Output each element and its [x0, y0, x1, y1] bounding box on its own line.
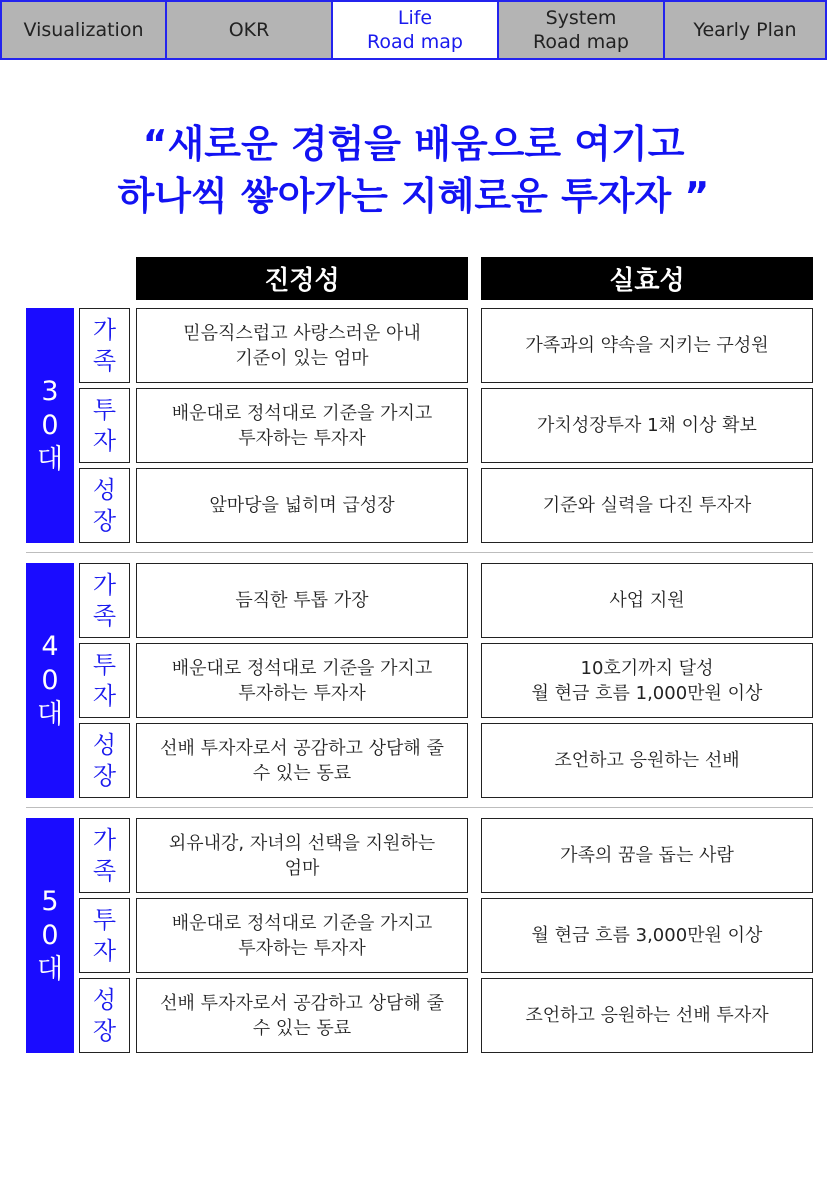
tab-bar — [0, 0, 827, 60]
category-label-family: 가 족 — [79, 818, 130, 893]
effectiveness-cell: 가족과의 약속을 지키는 구성원 — [481, 308, 813, 383]
effectiveness-cell: 사업 지원 — [481, 563, 813, 638]
authenticity-cell: 배운대로 정석대로 기준을 가지고 투자하는 투자자 — [136, 898, 468, 973]
authenticity-cell: 배운대로 정석대로 기준을 가지고 투자하는 투자자 — [136, 388, 468, 463]
category-label-investment: 투 자 — [79, 643, 130, 718]
age-label: 3 0 대 — [26, 308, 74, 543]
effectiveness-cell: 기준와 실력을 다진 투자자 — [481, 468, 813, 543]
section-30s — [0, 308, 827, 543]
effectiveness-cell: 조언하고 응원하는 선배 — [481, 723, 813, 798]
category-label-growth: 성 장 — [79, 468, 130, 543]
category-label-growth: 성 장 — [79, 723, 130, 798]
tab-yearly-plan[interactable]: Yearly Plan — [664, 0, 827, 60]
authenticity-cell: 선배 투자자로서 공감하고 상담해 줄 수 있는 동료 — [136, 978, 468, 1053]
category-label-investment: 투 자 — [79, 898, 130, 973]
authenticity-cell: 외유내강, 자녀의 선택을 지원하는 엄마 — [136, 818, 468, 893]
category-label-growth: 성 장 — [79, 978, 130, 1053]
effectiveness-cell: 가족의 꿈을 돕는 사람 — [481, 818, 813, 893]
age-label: 4 0 대 — [26, 563, 74, 798]
tab-okr[interactable]: OKR — [166, 0, 332, 60]
tab-system-road-map[interactable]: System Road map — [498, 0, 664, 60]
category-label-family: 가 족 — [79, 563, 130, 638]
authenticity-cell: 앞마당을 넓히며 급성장 — [136, 468, 468, 543]
authenticity-cell: 듬직한 투톱 가장 — [136, 563, 468, 638]
effectiveness-cell: 월 현금 흐름 3,000만원 이상 — [481, 898, 813, 973]
tab-visualization[interactable]: Visualization — [0, 0, 166, 60]
column-header-authenticity: 진정성 — [136, 257, 468, 300]
section-40s — [0, 563, 827, 798]
category-label-investment: 투 자 — [79, 388, 130, 463]
page-title: “새로운 경험을 배움으로 여기고 하나씩 쌓아가는 지혜로운 투자자 ” — [117, 122, 710, 218]
section-50s — [0, 818, 827, 1053]
column-header-effectiveness: 실효성 — [481, 257, 813, 300]
tab-life-road-map[interactable]: Life Road map — [332, 0, 498, 60]
effectiveness-cell: 조언하고 응원하는 선배 투자자 — [481, 978, 813, 1053]
section-divider — [26, 552, 813, 553]
authenticity-cell: 선배 투자자로서 공감하고 상담해 줄 수 있는 동료 — [136, 723, 468, 798]
authenticity-cell: 배운대로 정석대로 기준을 가지고 투자하는 투자자 — [136, 643, 468, 718]
age-label: 5 0 대 — [26, 818, 74, 1053]
effectiveness-cell: 가치성장투자 1채 이상 확보 — [481, 388, 813, 463]
effectiveness-cell: 10호기까지 달성 월 현금 흐름 1,000만원 이상 — [481, 643, 813, 718]
authenticity-cell: 믿음직스럽고 사랑스러운 아내 기준이 있는 엄마 — [136, 308, 468, 383]
category-label-family: 가 족 — [79, 308, 130, 383]
section-divider — [26, 807, 813, 808]
